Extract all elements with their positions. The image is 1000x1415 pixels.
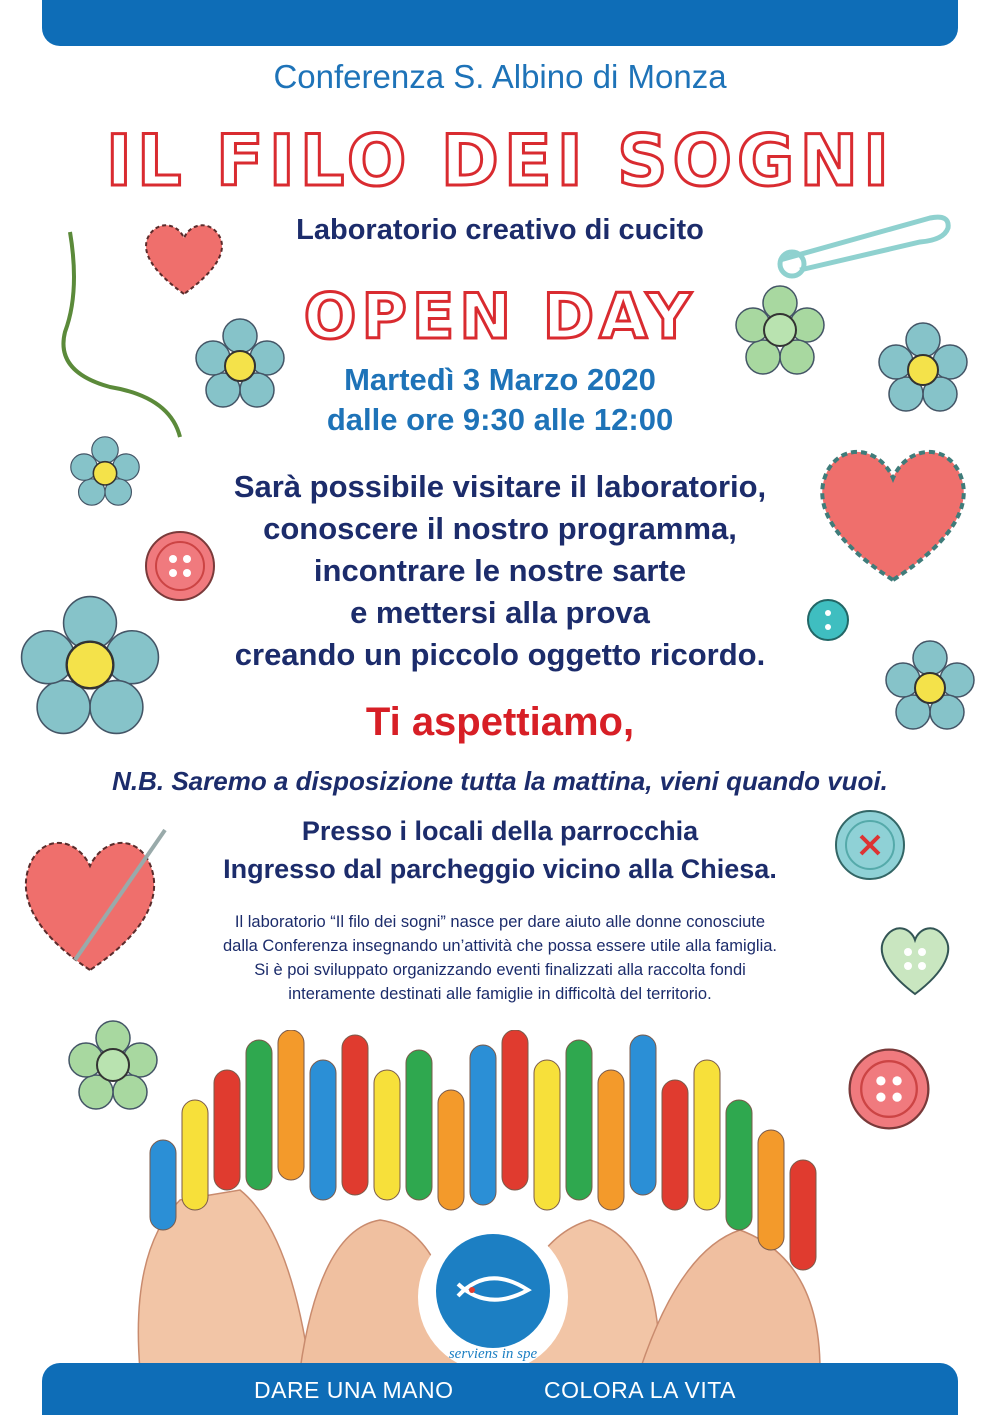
info-line: Si è poi sviluppato organizzando eventi finalizzati alla raccolta fondi bbox=[254, 961, 746, 979]
description-line: e mettersi alla prova bbox=[350, 595, 650, 630]
heart-button-icon bbox=[875, 922, 955, 998]
heart-icon bbox=[808, 438, 978, 588]
open-day-text: OPEN DAY bbox=[303, 280, 697, 353]
description-line: conoscere il nostro programma, bbox=[263, 511, 737, 546]
info-line: Il laboratorio “Il filo dei sogni” nasce per dare aiuto alle donne conosciute bbox=[234, 913, 766, 931]
logo-caption: serviens in spe bbox=[448, 1346, 538, 1362]
description-line: incontrare le nostre sarte bbox=[313, 553, 687, 588]
organization-name: Conferenza S. Albino di Monza bbox=[273, 58, 727, 95]
button-icon bbox=[845, 1045, 933, 1133]
button-icon bbox=[833, 808, 907, 882]
event-time: dalle ore 9:30 alle 12:00 bbox=[326, 402, 674, 437]
location-line: Presso i locali della parrocchia bbox=[301, 816, 699, 846]
footer-right-text: COLORA LA VITA bbox=[544, 1377, 736, 1403]
info-line: interamente destinati alle famiglie in difficoltà del territorio. bbox=[288, 985, 712, 1003]
poster-title bbox=[0, 120, 1000, 202]
title-text: IL FILO DEI SOGNI bbox=[105, 120, 895, 202]
flower-button-icon bbox=[70, 436, 140, 506]
flower-button-icon bbox=[20, 595, 160, 735]
event-date: Martedì 3 Marzo 2020 bbox=[344, 362, 656, 397]
note-text: N.B. Saremo a disposizione tutta la mattina, vieni quando vuoi. bbox=[112, 766, 888, 796]
heart-needle-icon bbox=[15, 810, 195, 980]
flower-button-icon bbox=[195, 318, 285, 408]
button-icon bbox=[142, 528, 218, 604]
flower-button-icon bbox=[735, 285, 825, 375]
info-line: dalla Conferenza insegnando un’attività che possa essere utile alla famiglia. bbox=[222, 937, 777, 955]
flower-button-icon bbox=[885, 640, 975, 730]
location-line: Ingresso dal parcheggio vicino alla Chiesa. bbox=[223, 854, 777, 884]
description-line: creando un piccolo oggetto ricordo. bbox=[234, 637, 766, 672]
thread-icon bbox=[50, 222, 200, 452]
safety-pin-icon bbox=[770, 200, 960, 280]
welcome-text: Ti aspettiamo, bbox=[365, 700, 635, 744]
button-icon bbox=[806, 598, 850, 642]
serviens-in-spe-logo bbox=[418, 1222, 568, 1372]
fish-icon bbox=[436, 1234, 550, 1348]
footer-left-text: DARE UNA MANO bbox=[254, 1377, 454, 1403]
flower-button-icon bbox=[878, 322, 968, 412]
top-banner bbox=[42, 0, 958, 46]
description-line: Sarà possibile visitare il laboratorio, bbox=[233, 469, 767, 504]
subtitle: Laboratorio creativo di cucito bbox=[296, 214, 704, 246]
footer-banner bbox=[42, 1363, 958, 1415]
